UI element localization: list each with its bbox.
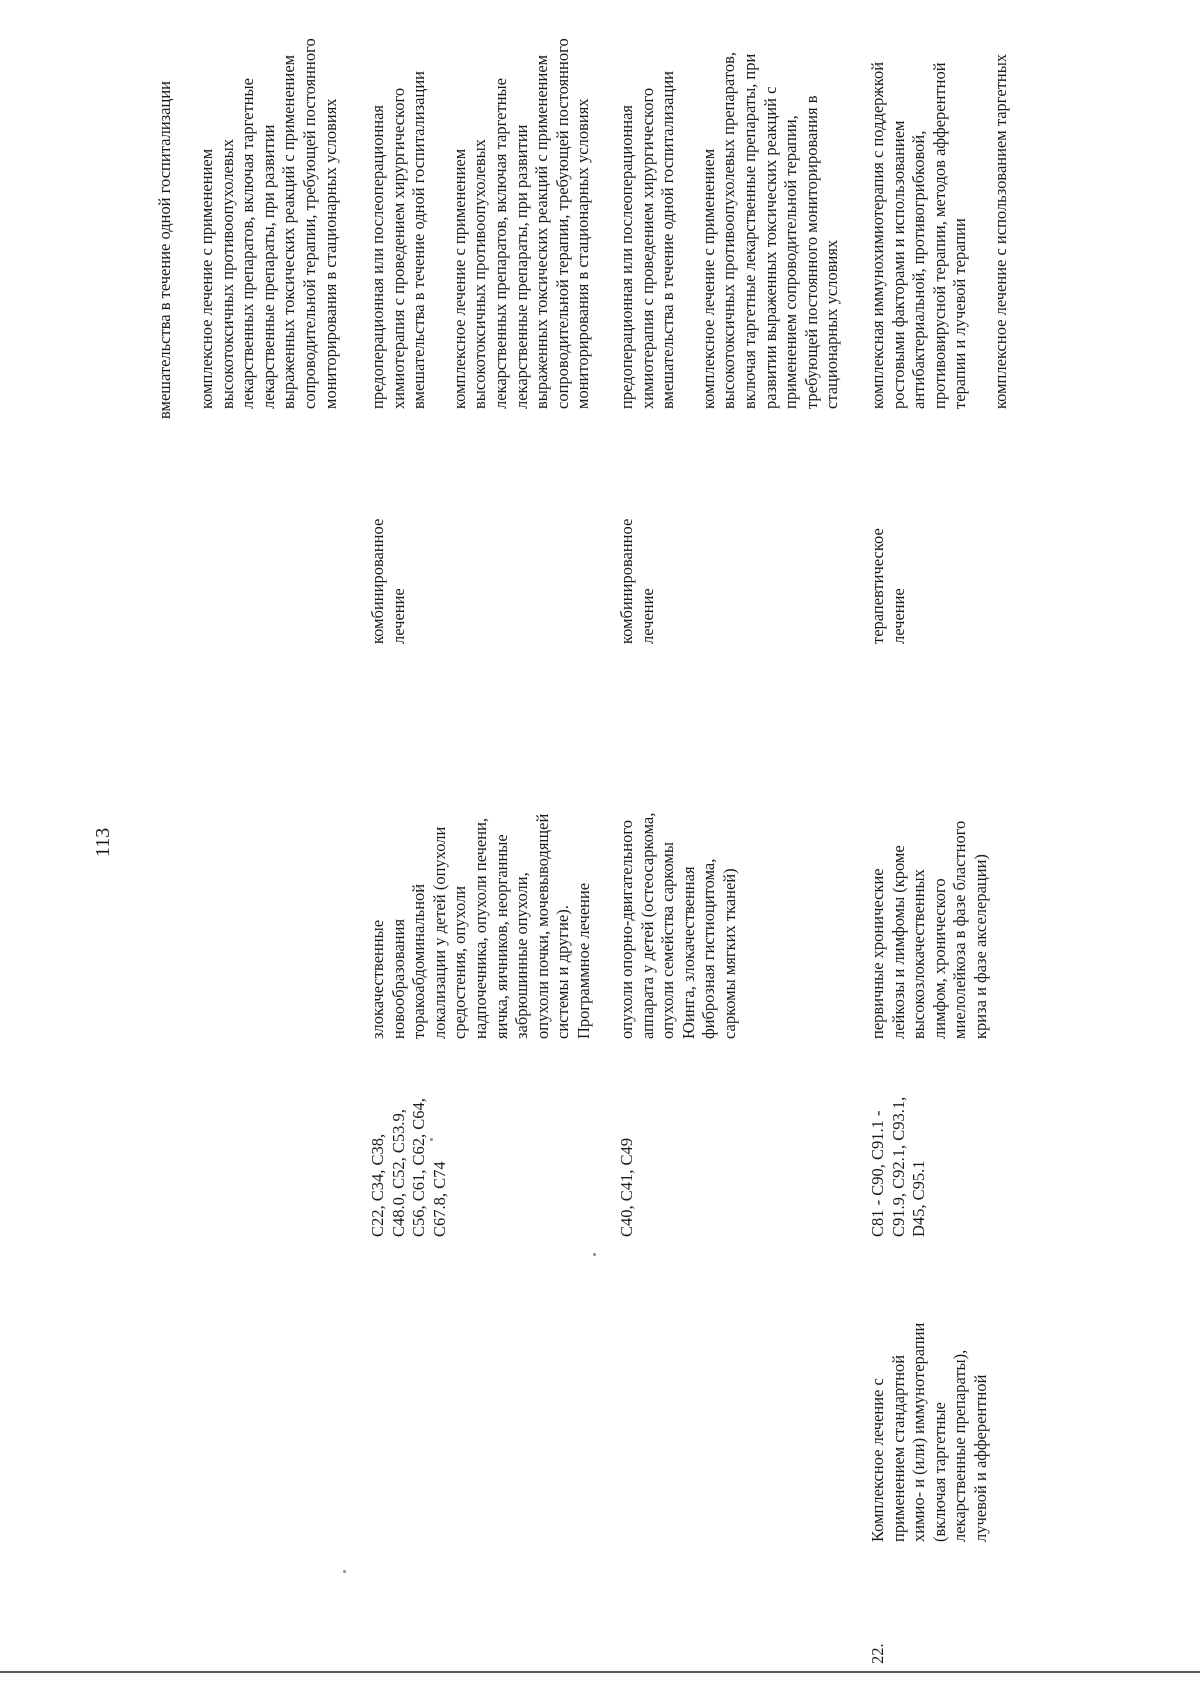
method-line: требующей постоянного мониторирования в [801, 95, 821, 409]
name-line: применением стандартной [888, 1354, 908, 1542]
model-line: аппарата у детей (остеосаркома, [637, 812, 657, 1039]
method-line: комплексное лечение с использованием таргетных [990, 53, 1010, 409]
row-3-number [868, 1624, 889, 1664]
row-3-disease-model [868, 779, 992, 1039]
method-line: лекарственные препараты, при развитии [511, 124, 531, 409]
page-number: 113 [92, 827, 114, 857]
treatment-line: лечение [888, 588, 908, 644]
scan-speck [593, 1253, 596, 1256]
row-number: 22. [868, 1643, 887, 1664]
model-line: яичка, яичников, неорганные [491, 834, 511, 1039]
row-2-disease-model [617, 779, 741, 1039]
name-line: лучевой и афферентной [970, 1374, 990, 1542]
row-2-codes [617, 1057, 638, 1237]
code-line: C67.8, C74 [429, 1161, 449, 1237]
model-line: торакоабдоминальной [409, 883, 429, 1039]
paragraph-gap [971, 9, 991, 409]
method-line: вмешательства в течение одной госпитализации [658, 71, 678, 409]
method-line: мониторирования в стационарных условиях [320, 98, 340, 409]
method-line: терапии и лучевой терапии [950, 218, 970, 409]
model-line: Программное лечение [573, 882, 593, 1039]
row-2-treatment-type [617, 494, 658, 644]
method-line: химиотерапия с проведением хирургического [388, 87, 408, 409]
method-line: комплексное лечение с применением [449, 148, 469, 409]
method-line: лекарственных препаратов, включая таргетные [238, 78, 258, 409]
scan-speck [343, 1570, 346, 1573]
model-line: высокозлокачественных [909, 869, 929, 1039]
name-line: (включая таргетные [929, 1402, 949, 1542]
method-line: высокотоксичных противоопухолевых [217, 138, 237, 409]
code-line: C22, C34, C38, [368, 1133, 387, 1237]
row-3-care-type-name [868, 1262, 992, 1542]
row-1-treatment-type [368, 494, 409, 644]
method-line: включая таргетные лекарственные препараты, при [739, 53, 759, 409]
model-line: саркомы мягких тканей) [719, 868, 739, 1039]
scan-speck [430, 1138, 433, 1141]
model-line: Юинга, злокачественная [678, 866, 698, 1039]
model-line: средостения, опухоли [450, 885, 470, 1039]
method-line: применением сопроводительной терапии, [781, 115, 801, 409]
name-line: лекарственные препараты), [950, 1349, 970, 1542]
row-3-codes [868, 1057, 930, 1237]
method-line: комплексное лечение с применением [698, 148, 718, 409]
method-line: выраженных токсических реакций с применением [532, 54, 552, 409]
model-line: системы и другие). [553, 905, 573, 1039]
method-line: антибактериальной, противогрибковой, [909, 130, 929, 409]
model-line: лейкозы и лимфомы (кроме [888, 845, 908, 1039]
code-line: C56, C61, C62, C64, [409, 1098, 429, 1237]
model-line: опухоли семейства саркомы [658, 842, 678, 1039]
model-line: первичные хронические [868, 868, 887, 1039]
model-line: миелолейкоза в фазе бластного [950, 820, 970, 1039]
method-line: химиотерапия с проведением хирургического [637, 87, 657, 409]
row-1-methods [368, 9, 594, 409]
method-line: выраженных токсических реакций с применением [279, 54, 299, 409]
row-3-treatment-type [868, 494, 909, 644]
method-line: вмешательства в течение одной госпитализации [409, 71, 429, 409]
method-line: сопроводительной терапии, требующей постоянного [299, 38, 319, 409]
method-line: развитии выраженных токсических реакций с [760, 86, 780, 409]
name-line: химио- и (или) иммунотерапии [909, 1322, 929, 1542]
paragraph-gap [679, 9, 699, 409]
methods-continuation-top [155, 81, 176, 419]
method-line: высокотоксичных противоопухолевых [470, 138, 490, 409]
treatment-line: комбинированное [368, 518, 387, 644]
method-line: сопроводительной терапии, требующей постоянного [552, 38, 572, 409]
treatment-line: комбинированное [617, 518, 636, 644]
method-line: ростовыми факторами и использованием [888, 120, 908, 409]
code-line: D45, C95.1 [909, 1160, 929, 1237]
treatment-line: лечение [388, 588, 408, 644]
method-line: высокотоксичных противоопухолевых препаратов, [719, 52, 739, 409]
code-line: C81 - C90, C91.1 - [868, 1110, 887, 1237]
model-line: новообразования [388, 918, 408, 1039]
model-line: лимфом, хронического [929, 878, 949, 1039]
paragraph-gap [430, 9, 450, 409]
method-line: лекарственные препараты, при развитии [258, 124, 278, 409]
treatment-line: лечение [637, 588, 657, 644]
method-line: вмешательства в течение одной госпитализации [155, 81, 174, 419]
name-line: Комплексное лечение с [868, 1378, 887, 1542]
model-line: опухоли почки, мочевыводящей [532, 813, 552, 1039]
treatment-line: терапевтическое [868, 528, 887, 644]
model-line: забрюшинные опухоли, [512, 872, 532, 1039]
method-line: противовирусной терапии, методов афферентной [929, 62, 949, 409]
method-line: предоперационная или послеоперационная [368, 104, 387, 409]
method-line: предоперационная или послеоперационная [617, 104, 636, 409]
method-line: комплексная иммунохимиотерапия с поддержкой [868, 61, 887, 409]
model-line: опухоли опорно-двигательного [617, 820, 636, 1039]
code-line: C91.9, C92.1, C93.1, [888, 1096, 908, 1237]
methods-continuation-block [197, 9, 341, 409]
row-3-methods [868, 9, 1012, 409]
row-1-disease-model [368, 779, 595, 1039]
model-line: злокачественные [368, 919, 387, 1039]
model-line: фиброзная гистиоцитома, [699, 858, 719, 1039]
model-line: криза и фазе акселерации) [970, 854, 990, 1039]
method-line: лекарственных препаратов, включая таргетные [490, 78, 510, 409]
model-line: локализации у детей (опухоли [429, 826, 449, 1039]
model-line: надпочечника, опухоли печени, [470, 817, 490, 1039]
method-line: комплексное лечение с применением [197, 148, 216, 409]
code-line: C48.0, C52, C53.9, [388, 1109, 408, 1237]
scan-edge-line [0, 1671, 1200, 1673]
code-line: C40, C41, C49 [617, 1137, 636, 1237]
row-1-codes [368, 1057, 450, 1237]
method-line: стационарных условиях [822, 239, 842, 409]
method-line: мониторирования в стационарных условиях [573, 98, 593, 409]
row-2-methods [617, 9, 843, 409]
